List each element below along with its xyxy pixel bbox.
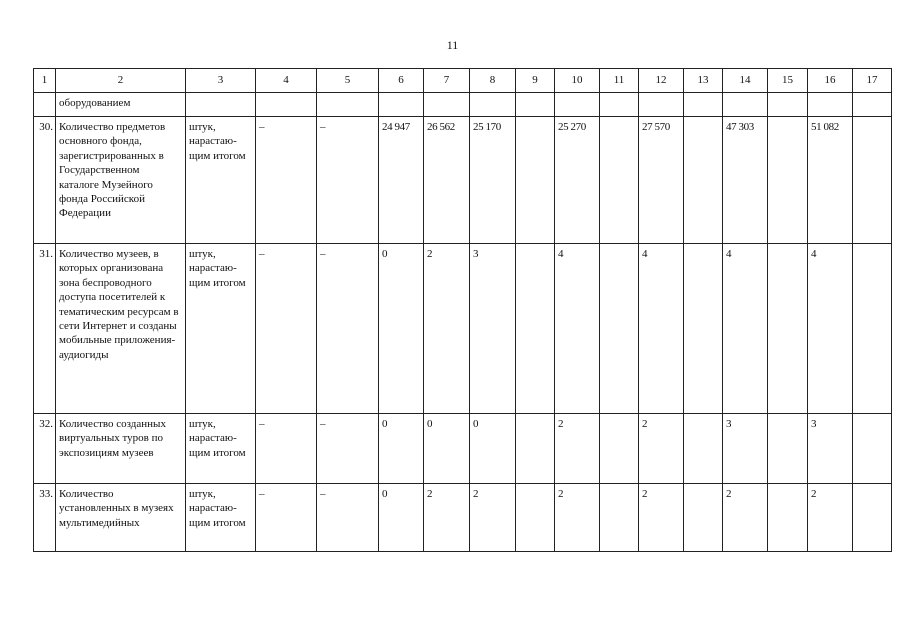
value-cell xyxy=(600,484,639,552)
value-cell: – xyxy=(256,244,317,414)
value-cell xyxy=(853,414,892,484)
continuation-row xyxy=(34,93,892,117)
unit: штук, нарастаю-щим итогом xyxy=(186,414,256,484)
column-header: 15 xyxy=(768,69,808,93)
value-cell: – xyxy=(317,117,379,244)
row-number: 30. xyxy=(34,117,56,244)
value-cell: 27 570 xyxy=(639,117,684,244)
column-header: 10 xyxy=(555,69,600,93)
unit: штук, нарастаю-щим итогом xyxy=(186,244,256,414)
row-number: 32. xyxy=(34,414,56,484)
value-cell xyxy=(768,414,808,484)
table-row xyxy=(34,484,892,552)
value-cell: 4 xyxy=(723,244,768,414)
row-number: 33. xyxy=(34,484,56,552)
value-cell xyxy=(853,117,892,244)
indicator-name: Количество музеев, в которых организована зона беспроводного доступа посетителей к тематическим ресурсам в сети Интернет и созданы мобильные приложения-аудиогиды xyxy=(56,244,186,414)
value-cell xyxy=(516,244,555,414)
column-header: 11 xyxy=(600,69,639,93)
value-cell: 4 xyxy=(808,244,853,414)
column-header: 12 xyxy=(639,69,684,93)
column-header: 13 xyxy=(684,69,723,93)
indicator-name: Количество предметов основного фонда, зарегистрированных в Государственном каталоге Музейного фонда Российской Федерации xyxy=(56,117,186,244)
value-cell xyxy=(516,484,555,552)
unit: штук, нарастаю-щим итогом xyxy=(186,484,256,552)
value-cell: 2 xyxy=(424,244,470,414)
column-header: 9 xyxy=(516,69,555,93)
indicator-name: оборудованием xyxy=(56,93,186,117)
value-cell: 4 xyxy=(639,244,684,414)
value-cell: 2 xyxy=(639,414,684,484)
value-cell xyxy=(768,244,808,414)
indicators-table xyxy=(33,68,892,552)
value-cell: 2 xyxy=(424,484,470,552)
table-row xyxy=(34,414,892,484)
page-number: 11 xyxy=(446,38,459,52)
value-cell xyxy=(516,117,555,244)
value-cell xyxy=(684,484,723,552)
value-cell xyxy=(600,414,639,484)
unit: штук, нарастаю-щим итогом xyxy=(186,117,256,244)
value-cell: 2 xyxy=(808,484,853,552)
value-cell: 0 xyxy=(424,414,470,484)
column-header: 4 xyxy=(256,69,317,93)
indicator-name: Количество установленных в музеях мультимедийных xyxy=(56,484,186,552)
value-cell xyxy=(684,117,723,244)
value-cell: 51 082 xyxy=(808,117,853,244)
value-cell: – xyxy=(317,244,379,414)
value-cell xyxy=(768,484,808,552)
value-cell: 25 270 xyxy=(555,117,600,244)
column-header: 17 xyxy=(853,69,892,93)
value-cell: 0 xyxy=(379,414,424,484)
value-cell: 2 xyxy=(470,484,516,552)
column-header: 3 xyxy=(186,69,256,93)
value-cell xyxy=(684,414,723,484)
column-header: 8 xyxy=(470,69,516,93)
value-cell xyxy=(853,484,892,552)
value-cell xyxy=(516,414,555,484)
value-cell: 2 xyxy=(723,484,768,552)
value-cell: 2 xyxy=(555,484,600,552)
value-cell xyxy=(853,244,892,414)
value-cell: – xyxy=(317,484,379,552)
value-cell: 0 xyxy=(379,484,424,552)
value-cell: 2 xyxy=(639,484,684,552)
column-header: 16 xyxy=(808,69,853,93)
column-header: 14 xyxy=(723,69,768,93)
value-cell: 2 xyxy=(555,414,600,484)
value-cell: 47 303 xyxy=(723,117,768,244)
value-cell: 25 170 xyxy=(470,117,516,244)
value-cell: 26 562 xyxy=(424,117,470,244)
column-header: 7 xyxy=(424,69,470,93)
value-cell: 4 xyxy=(555,244,600,414)
column-header: 6 xyxy=(379,69,424,93)
value-cell: – xyxy=(256,117,317,244)
row-number: 31. xyxy=(34,244,56,414)
value-cell: 3 xyxy=(723,414,768,484)
table-row xyxy=(34,117,892,244)
value-cell xyxy=(684,244,723,414)
value-cell: – xyxy=(317,414,379,484)
value-cell: 0 xyxy=(379,244,424,414)
value-cell: 0 xyxy=(470,414,516,484)
value-cell: 24 947 xyxy=(379,117,424,244)
value-cell: 3 xyxy=(470,244,516,414)
value-cell xyxy=(768,117,808,244)
column-numbers-row xyxy=(34,69,892,93)
value-cell: 3 xyxy=(808,414,853,484)
indicator-name: Количество созданных виртуальных туров по экспозициям музеев xyxy=(56,414,186,484)
column-header: 5 xyxy=(317,69,379,93)
value-cell: – xyxy=(256,484,317,552)
value-cell xyxy=(600,244,639,414)
column-header: 1 xyxy=(34,69,56,93)
value-cell: – xyxy=(256,414,317,484)
value-cell xyxy=(600,117,639,244)
column-header: 2 xyxy=(56,69,186,93)
table-row xyxy=(34,244,892,414)
